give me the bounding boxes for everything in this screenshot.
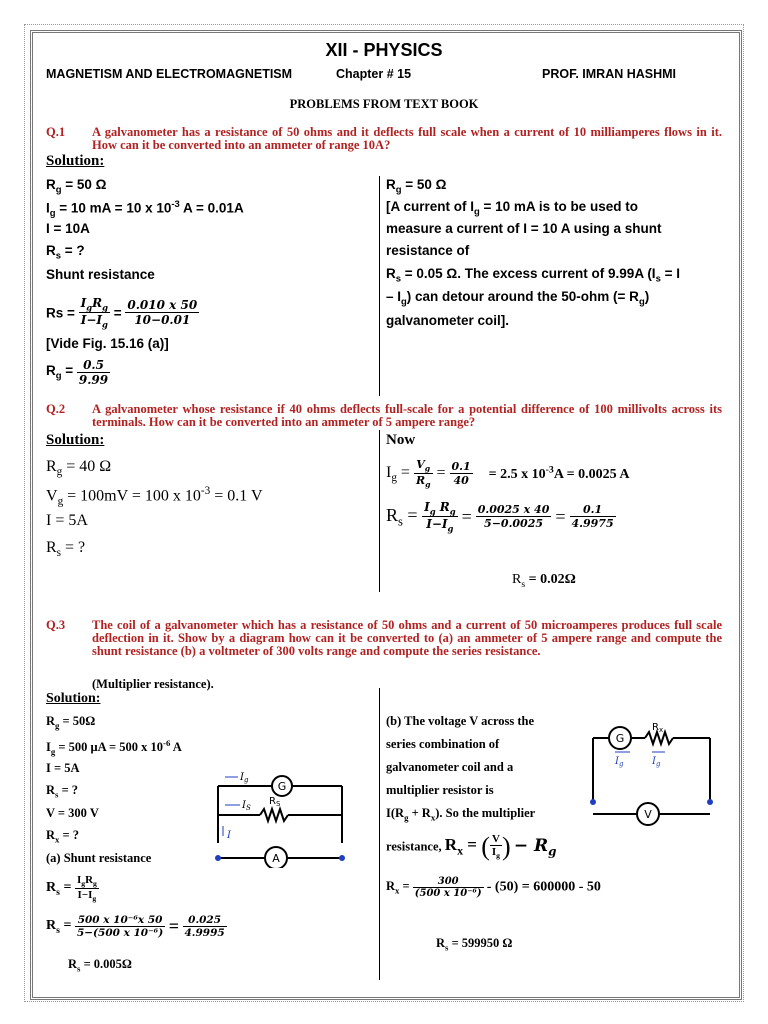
q1-solution-label: Solution: xyxy=(46,153,105,169)
q3-extra: (Multiplier resistance). xyxy=(92,677,214,691)
q3-b-line3: galvanometer coil and a xyxy=(386,760,514,774)
q3-rg: $R_g = 50\Omega$ xyxy=(46,714,96,731)
q2-divider xyxy=(379,430,380,592)
section-subtitle: PROBLEMS FROM TEXT BOOK xyxy=(289,97,479,111)
q3-text: The coil of a galvanometer which has a resistance of 50 ohms and a current of 50 microamperes produces full scale deflection in it. Show by a diagram how can it be converted to (a) an ammeter of 5 ampere range and compute the shunt resistance (b) a voltmeter of 300 volts range and compute the series resistance. xyxy=(92,618,722,658)
q1-rg-fraction: $R_g$ = $\frac{0.5}{9.99}$ xyxy=(46,358,109,387)
q1-text: A galvanometer has a resistance of 50 ohms and it deflects full scale when a current of 10 milliamperes flows in it. How can it be converted into an ammeter of range 10A? xyxy=(92,125,722,152)
g-label: G xyxy=(277,780,287,793)
q3-divider xyxy=(379,688,380,980)
q3-b-line2: series combination of xyxy=(386,737,500,751)
ig-label-1: $I_g$ xyxy=(615,756,624,768)
q3-b-line6: resistance, $R_x$ = ( $\frac{V}{I_g}$ ) − $R_g$ xyxy=(386,832,557,861)
q3-rx-unknown: $R_x$ = ? xyxy=(46,828,80,845)
q3-rs-result2: $R_s = 599950$ Ω xyxy=(436,936,513,953)
q3-rs-calc: $R_s$ = $\frac{\text{500 x 10⁻⁶x 50}}{\text{5−(500 x 10⁻⁶)}}$ = $\frac{0.025}{4.9995}$ xyxy=(46,914,225,939)
q1-right-line5: – $I_g$) can detour around the 50-ohm (= $R_g$) xyxy=(386,289,650,308)
q3-i: I = 5A xyxy=(46,761,80,775)
q1-vide: [Vide Fig. 15.16 (a)] xyxy=(46,336,169,351)
q3-v: V = 300 V xyxy=(46,806,99,820)
ig-label-2: $I_g$ xyxy=(652,756,661,768)
g-label: G xyxy=(615,732,625,745)
i-label: I xyxy=(227,830,231,841)
q1-right-line3: resistance of xyxy=(386,243,470,258)
terminal-dot xyxy=(339,855,345,861)
q1-number: Q.1 xyxy=(46,125,66,139)
is-label: $I_S$ xyxy=(242,800,251,812)
q3-rx-formula: $R_x$ = $\frac{300}{\text{(500 x 10⁻⁶)}}$ - (50) = 600000 - 50 xyxy=(386,876,601,899)
q2-i: I = 5A xyxy=(46,512,88,529)
q1-rs-formula: Rs = $\frac{I_gR_g}{I-I_g}$ = $\frac{0.010 x 50}{10-0.01}$ xyxy=(46,296,198,330)
q1-rg: $R_g = 50$ Ω xyxy=(46,177,107,196)
q3-number: Q.3 xyxy=(46,618,66,632)
q2-number: Q.2 xyxy=(46,402,66,416)
q2-solution-label: Solution: xyxy=(46,432,105,448)
header-topic: MAGNETISM AND ELECTROMAGNETISM xyxy=(46,67,293,81)
q1-right-line6: galvanometer coil]. xyxy=(386,313,510,328)
q1-rs-unknown: $R_s$ = ? xyxy=(46,243,85,262)
q2-ig-formula: $I_g$ = $\frac{V_g}{R_g}$ = $\frac{0.1}{40}$ = 2.5 x $10^{-3}A = 0.0025$ A xyxy=(386,458,630,490)
q3-rs-result: $R_s = 0.005\Omega$ xyxy=(68,957,132,974)
header-chapter: Chapter # 15 xyxy=(336,67,412,81)
q3-rs-unknown: $R_s$ = ? xyxy=(46,783,79,800)
q3-b-line4: multiplier resistor is xyxy=(386,783,494,797)
a-label: A xyxy=(272,852,280,865)
rx-label: $R_x$ xyxy=(652,722,664,734)
q3-shunt-label: (a) Shunt resistance xyxy=(46,851,152,865)
q1-ig: $I_g = 10$ mA = 10 x $10^{-3}$ A = 0.01A xyxy=(46,199,244,220)
terminal-dot xyxy=(590,799,596,805)
terminal-dot xyxy=(707,799,713,805)
q1-right-rg: $R_g = 50$ Ω xyxy=(386,177,447,196)
q2-vg: $V_g = 100mV = 100$ x $10^{-3} = 0.1$ V xyxy=(46,485,263,508)
q2-text: A galvanometer whose resistance if 40 ohms deflects full-scale for a potential difference of 100 millivolts across its terminals. How can it be converted into an ammeter of 5 ampere range? xyxy=(92,402,722,429)
v-label: V xyxy=(644,808,652,821)
q2-now: Now xyxy=(386,432,416,448)
ig-label: $I_g$ xyxy=(240,772,249,784)
q1-shunt-label: Shunt resistance xyxy=(46,267,155,282)
rs-label: $R_S$ xyxy=(269,796,281,808)
header-author: PROF. IMRAN HASHMI xyxy=(542,67,677,81)
terminal-dot xyxy=(215,855,221,861)
q1-right-line2: measure a current of I = 10 A using a shunt xyxy=(386,221,662,236)
q2-rs-result: $R_s = 0.02\Omega$ xyxy=(512,572,576,590)
q3-b-line5: $I(R_g + R_x)$. So the multiplier xyxy=(386,806,536,823)
page-title: XII - PHYSICS xyxy=(325,40,443,60)
q3-solution-label: Solution: xyxy=(46,691,101,706)
q3-rs-formula: $R_s$ = $\frac{I_gR_g}{I-I_g}$ xyxy=(46,874,97,904)
q2-rs-formula: $R_s$ = $\frac{I_g R_g}{I-I_g}$ = $\frac{0.0025 x 40}{5-0.0025}$ = $\frac{0.1}{4.9975}$ xyxy=(386,500,614,534)
q3-ig: $I_g = 500$ μA = 500 x $10^{-6}$ A xyxy=(46,738,182,757)
q2-rs-unknown: $R_s$ = ? xyxy=(46,539,86,560)
q1-right-line1: [A current of $I_g = 10$ mA is to be used to xyxy=(386,199,638,218)
q1-divider xyxy=(379,176,380,396)
q1-right-line4: $R_s = 0.05$ Ω. The excess current of 9.99A ($I_s = I$ xyxy=(386,266,680,285)
ammeter-circuit-diagram xyxy=(210,768,350,868)
q3-b-line1: (b) The voltage V across the xyxy=(386,714,535,728)
q2-rg: $R_g = 40$ Ω xyxy=(46,458,112,479)
q1-i: I = 10A xyxy=(46,221,90,236)
voltmeter-circuit-diagram xyxy=(585,720,725,826)
